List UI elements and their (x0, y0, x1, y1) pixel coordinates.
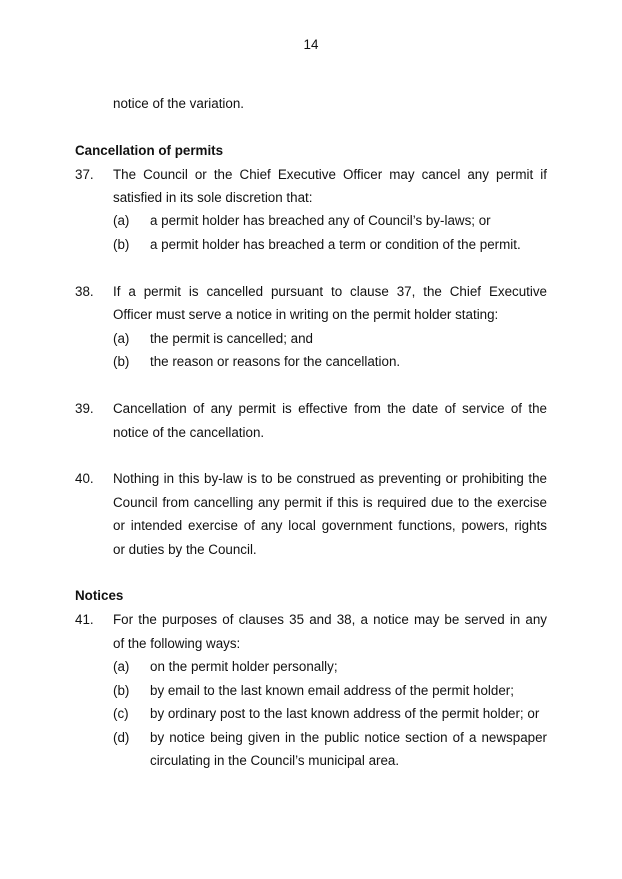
clause-41-item-c-label: (c) (113, 706, 129, 721)
clause-38-line-2: Officer must serve a notice in writing on the permit holder stating: (113, 307, 499, 322)
clause-41-item-c-text: by ordinary post to the last known address of the permit holder; or (150, 706, 540, 721)
clause-40-line-3: or intended exercise of any local government functions, powers, rights (113, 518, 547, 533)
clause-40-line-2: Council from cancelling any permit if this is required due to the exercise (113, 495, 547, 510)
section-heading-cancellation: Cancellation of permits (75, 143, 224, 158)
clause-37-item-b-text: a permit holder has breached a term or condition of the permit. (150, 237, 521, 252)
page-number: 14 (303, 37, 319, 52)
section-heading-notices: Notices (75, 588, 124, 603)
clause-40-line-4: or duties by the Council. (113, 542, 257, 557)
clause-38-item-b-text: the reason or reasons for the cancellation. (150, 354, 401, 369)
clause-41-item-a-text: on the permit holder personally; (150, 659, 338, 674)
clause-41-line-1: For the purposes of clauses 35 and 38, a notice may be served in any (113, 612, 547, 627)
clause-number-37: 37. (75, 167, 94, 182)
clause-41-item-d-line-2: circulating in the Council’s municipal area. (150, 753, 400, 768)
clause-41-item-d-line-1: by notice being given in the public notice section of a newspaper (150, 730, 547, 745)
clause-41-line-2: of the following ways: (113, 636, 241, 651)
clause-41-item-a-label: (a) (113, 659, 130, 674)
clause-39-line-1: Cancellation of any permit is effective from the date of service of the (113, 401, 547, 416)
clause-37-line-1: The Council or the Chief Executive Officer may cancel any permit if (113, 167, 547, 182)
clause-38-item-b-label: (b) (113, 354, 130, 369)
clause-41-item-b-text: by email to the last known email address of the permit holder; (150, 683, 514, 698)
clause-37-item-b-label: (b) (113, 237, 130, 252)
clause-38-line-1: If a permit is cancelled pursuant to clause 37, the Chief Executive (113, 284, 547, 299)
clause-40-line-1: Nothing in this by-law is to be construed as preventing or prohibiting the (113, 471, 547, 486)
clause-37-line-2: satisfied in its sole discretion that: (113, 190, 313, 205)
clause-41-item-b-label: (b) (113, 683, 130, 698)
clause-38-item-a-label: (a) (113, 331, 130, 346)
continuation-text: notice of the variation. (113, 96, 245, 111)
clause-number-41: 41. (75, 612, 94, 627)
clause-41-item-d-label: (d) (113, 730, 130, 745)
clause-number-38: 38. (75, 284, 94, 299)
clause-number-39: 39. (75, 401, 94, 416)
clause-38-item-a-text: the permit is cancelled; and (150, 331, 314, 346)
clause-number-40: 40. (75, 471, 94, 486)
clause-37-item-a-text: a permit holder has breached any of Council’s by-laws; or (150, 213, 491, 228)
clause-37-item-a-label: (a) (113, 213, 130, 228)
clause-39-line-2: notice of the cancellation. (113, 425, 265, 440)
